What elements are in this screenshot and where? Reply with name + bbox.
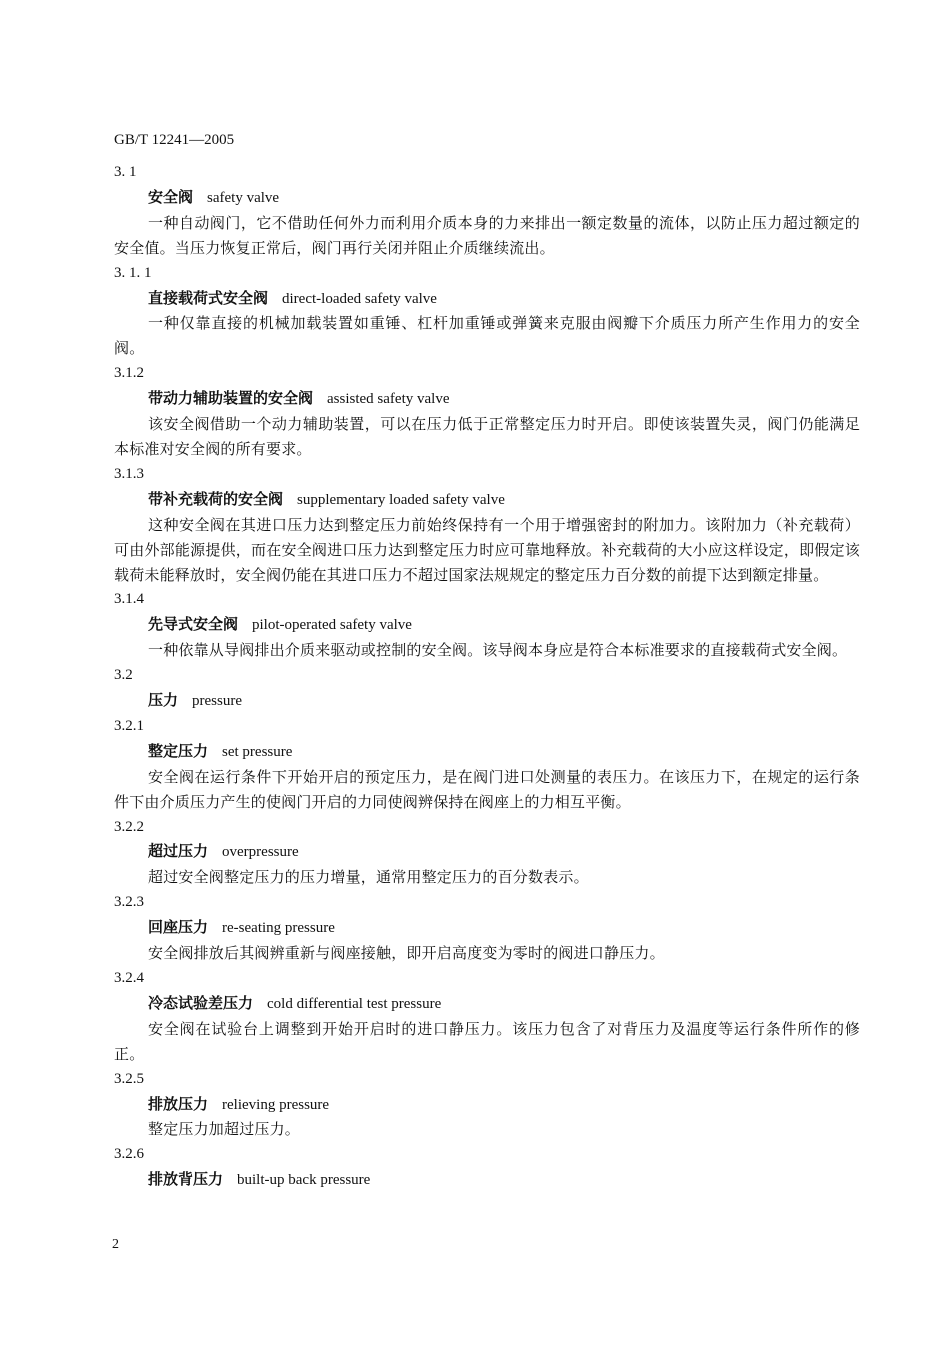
term-english: supplementary loaded safety valve: [297, 491, 505, 508]
term-line: [114, 688, 860, 714]
term-line: [114, 487, 860, 513]
term-entry: [114, 966, 860, 1067]
term-chinese: 压力: [148, 691, 179, 710]
term-definition: 安全阀在运行条件下开始开启的预定压力，是在阀门进口处测量的表压力。在该压力下，在规定的运行条件下由介质压力产生的使阀门开启的力同使阀辨保持在阀座上的力相互平衡。: [114, 767, 860, 811]
term-definition: 该安全阀借助一个动力辅助装置，可以在压力低于正常整定压力时开启。即使该装置失灵，阀门仍能满足本标准对安全阀的所有要求。: [114, 415, 860, 458]
term-definition: 安全阀在试验台上调整到开始开启时的进口静压力。该压力包含了对背压力及温度等运行条件所作的修正。: [114, 1019, 860, 1063]
term-definition: 整定压力加超过压力。: [148, 1120, 301, 1139]
term-chinese: 带动力辅助装置的安全阀: [148, 389, 314, 408]
term-chinese: 超过压力: [148, 842, 209, 861]
standard-code-header: GB/T 12241—2005: [114, 132, 235, 148]
term-english: assisted safety valve: [327, 391, 450, 408]
term-entry: [114, 1067, 860, 1143]
term-english: direct-loaded safety valve: [282, 290, 437, 307]
term-line: [114, 915, 860, 941]
clause-number: 3.1.3: [114, 465, 144, 482]
term-entry: [114, 261, 860, 362]
term-line: [114, 1167, 860, 1193]
clause-number: 3. 1: [114, 164, 137, 180]
term-entry: [114, 1142, 860, 1193]
term-definition: 超过安全阀整定压力的压力增量，通常用整定压力的百分数表示。: [148, 868, 589, 887]
clause-number: 3. 1. 1: [114, 264, 152, 281]
clause-number: 3.2.2: [114, 818, 144, 835]
term-chinese: 安全阀: [148, 187, 194, 206]
clause-number: 3.2.4: [114, 970, 144, 986]
term-entry: [114, 587, 860, 663]
term-line: [114, 185, 860, 211]
term-entry: [114, 462, 860, 588]
term-entry: [114, 815, 860, 891]
clause-number: 3.2: [114, 667, 133, 684]
term-chinese: 整定压力: [148, 741, 209, 760]
term-entry: [114, 160, 860, 261]
term-english: safety valve: [207, 189, 280, 206]
term-definition: 一种依靠从导阀排出介质来驱动或控制的安全阀。该导阀本身应是符合本标准要求的直接载荷式安全阀。: [148, 641, 848, 660]
clause-number: 3.1.2: [114, 365, 144, 382]
term-line: [114, 839, 860, 865]
term-entry: [114, 663, 860, 714]
term-english: pressure: [192, 693, 242, 710]
clause-number: 3.1.4: [114, 591, 144, 608]
clause-number: 3.2.6: [114, 1146, 144, 1163]
term-line: [114, 991, 860, 1017]
clause-number: 3.2.5: [114, 1070, 144, 1087]
term-english: set pressure: [222, 743, 293, 760]
term-definition: 一种仅靠直接的机械加载装置如重锤、杠杆加重锤或弹簧来克服由阀瓣下介质压力所产生作用力的安全阀。: [114, 314, 860, 358]
term-line: [114, 1092, 860, 1118]
term-english: cold differential test pressure: [267, 995, 442, 1012]
term-entry: [114, 890, 860, 966]
term-chinese: 排放压力: [148, 1094, 209, 1113]
term-line: [114, 739, 860, 765]
term-entry: [114, 361, 860, 462]
term-chinese: 直接载荷式安全阀: [148, 288, 269, 307]
term-english: pilot-operated safety valve: [252, 617, 412, 634]
term-definition: 这种安全阀在其进口压力达到整定压力前始终保持有一个用于增强密封的附加力。该附加力（补充载荷）可由外部能源提供，而在安全阀进口压力达到整定压力时应可靠地释放。补充载荷的大小应这样设定，即假定该载荷未能释放时，安全阀仍能在其进口压力不超过国家法规规定的整定压力百分数的前提下达到额定排量。: [114, 515, 860, 584]
term-chinese: 冷态试验差压力: [148, 993, 254, 1012]
term-line: [114, 286, 860, 312]
term-english: re-seating pressure: [222, 920, 335, 937]
terms-definitions-section: [114, 160, 860, 1193]
term-entry: [114, 714, 860, 815]
term-english: overpressure: [222, 844, 299, 861]
term-line: [114, 612, 860, 638]
term-definition: 安全阀排放后其阀辨重新与阀座接触，即开启高度变为零时的阀进口静压力。: [148, 944, 665, 963]
term-english: built-up back pressure: [237, 1172, 371, 1189]
clause-number: 3.2.3: [114, 894, 144, 911]
term-chinese: 带补充载荷的安全阀: [148, 489, 284, 508]
term-chinese: 回座压力: [148, 918, 209, 937]
term-definition: 一种自动阀门，它不借助任何外力而利用介质本身的力来排出一额定数量的流体，以防止压力超过额定的安全值。当压力恢复正常后，阀门再行关闭并阻止介质继续流出。: [114, 213, 860, 257]
term-chinese: 先导式安全阀: [148, 615, 239, 634]
term-english: relieving pressure: [222, 1096, 330, 1113]
term-chinese: 排放背压力: [148, 1170, 224, 1189]
clause-number: 3.2.1: [114, 717, 144, 734]
term-line: [114, 386, 860, 412]
page-number: 2: [112, 1237, 119, 1252]
